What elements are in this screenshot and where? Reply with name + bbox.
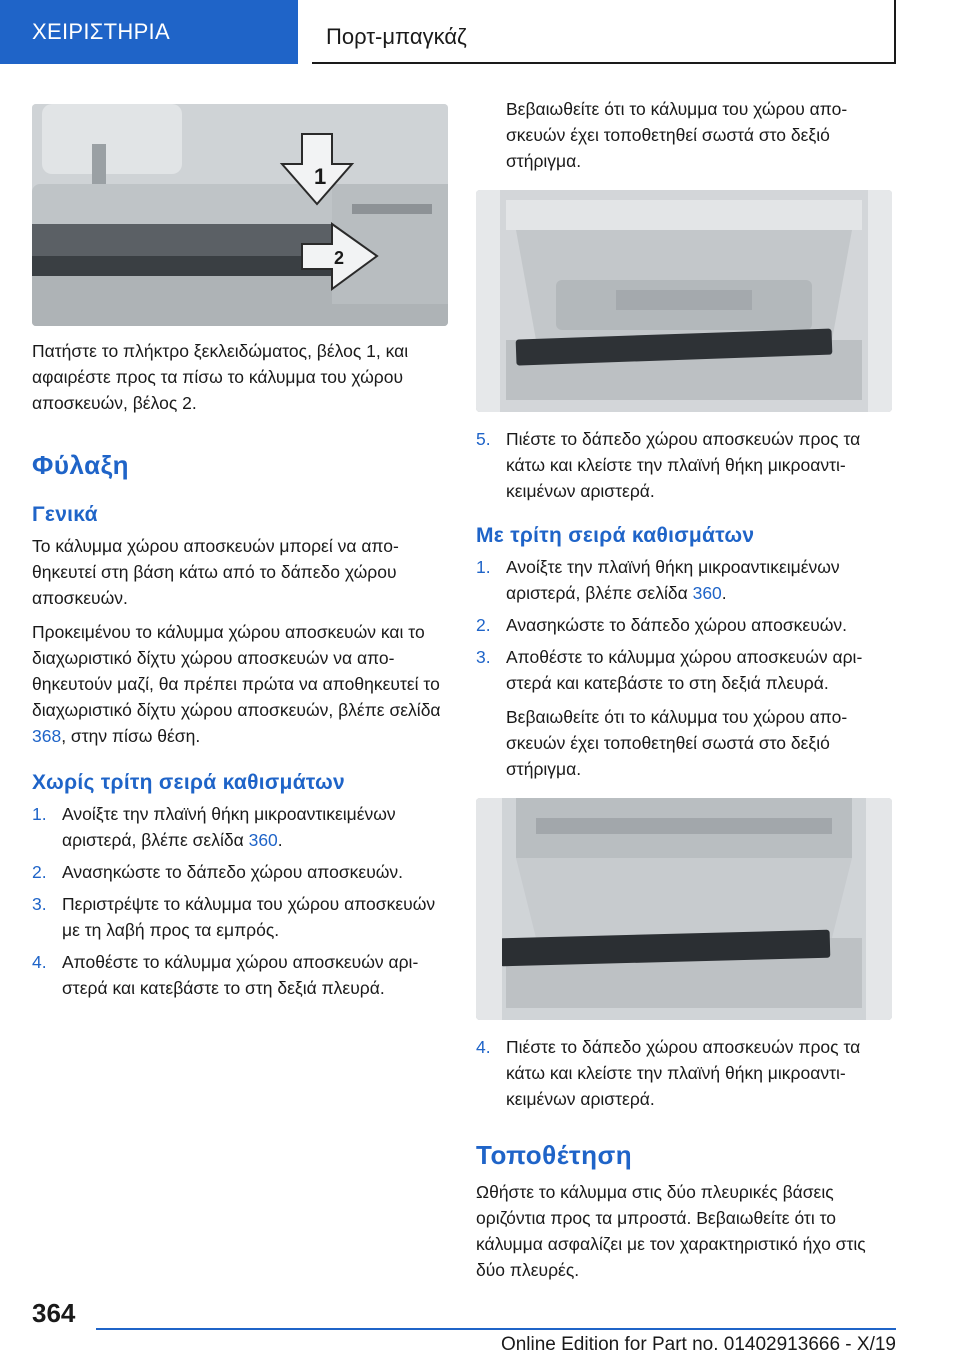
heading-with-third-row: Με τρίτη σειρά καθισμάτων	[476, 524, 755, 547]
heading-storage: Φύλαξη	[32, 450, 130, 480]
arrow-1-label: 1	[314, 164, 327, 189]
step-text: Ανασηκώστε το δάπεδο χώρου αποσκευών.	[506, 615, 848, 635]
step-item	[32, 859, 448, 885]
heading-no-third-row: Χωρίς τρίτη σειρά καθισμάτων	[32, 771, 346, 794]
steps-list-with-third-row	[476, 554, 892, 696]
step-item	[476, 612, 892, 638]
step-number: 5.	[476, 429, 491, 449]
figure-cover-third-row-illustration	[476, 798, 892, 1020]
step-number: 2.	[32, 862, 47, 882]
step-item	[476, 554, 892, 606]
step-number: 2.	[476, 615, 491, 635]
step-number: 3.	[32, 894, 47, 914]
step-text: Πιέστε το δάπεδο χώρου αποσκευών προς τα κάτω και κλείστε την πλαϊνή θήκη μικροαντικειμένων αριστερά.	[506, 1037, 861, 1109]
figure-unlock-cover-illustration	[32, 104, 448, 326]
step-number: 1.	[476, 557, 491, 577]
step-item	[32, 949, 448, 1001]
figure-cover-right-support-illustration	[476, 190, 892, 412]
page-number: 364	[32, 1298, 76, 1328]
figure-cover-third-row	[476, 798, 892, 1020]
page-link-368[interactable]: 368	[32, 726, 62, 746]
step-text	[62, 801, 448, 853]
step-text	[506, 554, 892, 606]
step-number: 4.	[476, 1037, 491, 1057]
step-text-body: Ανοίξτε την πλαϊνή θήκη μικροαντικειμένων αριστερά, βλέπε σελίδα	[506, 557, 840, 603]
general-paragraph-2-text: Προκειμένου το κάλυμμα χώρου αποσκευών και το διαχωριστικό δίχτυ χώρου αποσκευών να αποθηκευτούν μαζί, θα πρέπει πρώτα να αποθηκευτεί το διαχωριστικό δίχτυ χώρου αποσκευών, βλέπε σελίδα	[32, 622, 441, 720]
step-text-body: Ανοίξτε την πλαϊνή θήκη μικροαντικειμένων αριστερά, βλέπε σελίδα	[62, 804, 396, 850]
footer-divider	[96, 1328, 896, 1330]
page-title: Πορτ-μπαγκάζ	[326, 24, 467, 49]
section-tab[interactable]	[0, 0, 298, 64]
section-tab-label: ΧΕΙΡΙΣΤΗΡΙΑ	[32, 19, 170, 44]
figure-caption: Πατήστε το πλήκτρο ξεκλειδώματος, βέλος 1, και αφαιρέστε προς τα πίσω το κάλυμμα του χώρου αποσκευών, βέλος 2.	[32, 341, 409, 413]
step-text: Αποθέστε το κάλυμμα χώρου αποσκευών αριστερά και κατεβάστε το στη δεξιά πλευρά.	[506, 647, 863, 693]
step-number: 4.	[32, 952, 47, 972]
step-text: Ανασηκώστε το δάπεδο χώρου αποσκευών.	[62, 862, 404, 882]
figure-cover-right-support	[476, 190, 892, 412]
page-header-title	[312, 0, 896, 64]
heading-placement: Τοποθέτηση	[476, 1140, 633, 1170]
general-paragraph-2	[32, 619, 448, 749]
step-item	[476, 644, 892, 696]
step-number: 1.	[32, 804, 47, 824]
step-text-tail: .	[721, 583, 727, 603]
step-item	[32, 891, 448, 943]
arrow-2-label: 2	[334, 248, 345, 268]
step-text-tail: .	[277, 830, 283, 850]
figure-unlock-cover	[32, 104, 448, 326]
right-column	[476, 96, 892, 1283]
general-paragraph-2-tail: , στην πίσω θέση.	[61, 726, 201, 746]
placement-paragraph: Ωθήστε το κάλυμμα στις δύο πλευρικές βάσεις οριζόντια προς τα μπροστά. Βεβαιωθείτε ότι το κάλυμμα ασφαλίζει με τον χαρακτηριστικό ήχο στις δύο πλευρές.	[476, 1182, 866, 1280]
heading-general: Γενικά	[32, 503, 98, 526]
step-number: 3.	[476, 647, 491, 667]
steps-list-no-third-row	[32, 801, 448, 1001]
confirm-paragraph-2: Βεβαιωθείτε ότι το κάλυμμα του χώρου αποσκευών έχει τοποθετηθεί σωστά στο δεξιό στήριγμα.	[506, 707, 848, 779]
confirm-paragraph: Βεβαιωθείτε ότι το κάλυμμα του χώρου αποσκευών έχει τοποθετηθεί σωστά στο δεξιό στήριγμα.	[506, 99, 848, 171]
step-text: Αποθέστε το κάλυμμα χώρου αποσκευών αριστερά και κατεβάστε το στη δεξιά πλευρά.	[62, 952, 419, 998]
general-paragraph-1: Το κάλυμμα χώρου αποσκευών μπορεί να αποθηκευτεί στη βάση κάτω από το δάπεδο χώρου αποσκευών.	[32, 536, 399, 608]
step-text: Πιέστε το δάπεδο χώρου αποσκευών προς τα κάτω και κλείστε την πλαϊνή θήκη μικροαντικειμένων αριστερά.	[506, 429, 861, 501]
step-item	[476, 426, 892, 504]
left-column	[32, 104, 448, 1001]
step-text: Περιστρέψτε το κάλυμμα του χώρου αποσκευών με τη λαβή προς τα εμπρός.	[62, 894, 436, 940]
step-item	[32, 801, 448, 853]
page-link-360[interactable]: 360	[692, 583, 722, 603]
footer-edition: Online Edition for Part no. 01402913666 - X/19	[500, 1334, 896, 1355]
step-item	[476, 1034, 892, 1112]
page-link-360[interactable]: 360	[248, 830, 278, 850]
